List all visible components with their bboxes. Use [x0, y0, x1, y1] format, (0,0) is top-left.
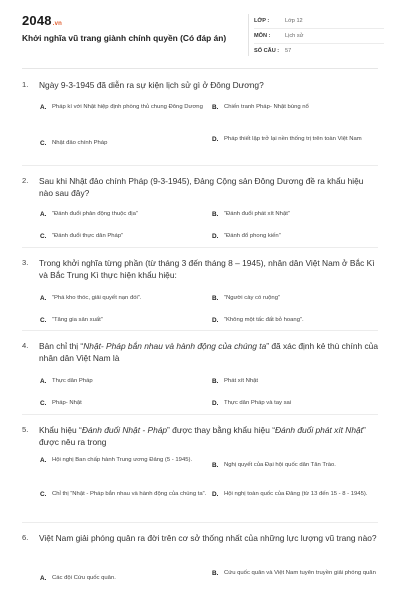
option-b[interactable] — [212, 210, 382, 219]
option-text: “Người cày có ruộng” — [224, 295, 280, 301]
meta-row-subject — [254, 29, 384, 44]
option-text: Pháp thiết lập trở lại nền thống trị trên toàn Việt Nam — [224, 136, 362, 142]
option-text: Thực dân Pháp — [52, 378, 93, 384]
option-text: “Phá kho thóc, giải quyết nạn đói”. — [52, 295, 142, 301]
option-label: B. — [212, 462, 219, 469]
header-bottom-divider — [22, 68, 378, 69]
option-label: A. — [40, 211, 47, 218]
option-text: Nghị quyết của Đại hội quốc dân Tân Trào. — [224, 462, 336, 468]
question-number: 1. — [22, 80, 29, 89]
option-text: “Không một tấc đất bỏ hoang”. — [224, 317, 304, 323]
option-d[interactable] — [212, 135, 382, 144]
logo-suffix: .vn — [52, 21, 63, 27]
option-text: “Đánh đổ phong kiến” — [224, 233, 281, 239]
option-text: Thực dân Pháp và tay sai — [224, 400, 292, 406]
question-divider — [22, 330, 378, 331]
option-label: A. — [40, 457, 47, 464]
option-text: Cứu quốc quân và Việt Nam tuyên truyền giải phóng quân — [224, 570, 376, 576]
option-label: C. — [40, 400, 47, 407]
option-text: “Đánh đuổi phản động thuộc địa” — [52, 211, 138, 217]
option-a[interactable] — [40, 103, 210, 112]
option-a[interactable] — [40, 294, 210, 303]
option-b[interactable] — [212, 569, 382, 578]
option-a[interactable] — [40, 456, 210, 465]
question-text: Việt Nam giải phóng quân ra đời trên cơ sở thống nhất của những lực lượng vũ trang nào? — [39, 533, 377, 543]
document-title: Khởi nghĩa vũ trang giành chính quyền (Có đáp án) — [22, 33, 227, 43]
option-label: D. — [212, 317, 219, 324]
option-label: A. — [40, 104, 47, 111]
option-text: Chỉ thị “Nhật - Pháp bắn nhau và hành động của chúng ta”. — [52, 491, 207, 497]
question-number: 3. — [22, 258, 29, 267]
option-label: D. — [212, 233, 219, 240]
site-logo[interactable]: 2048.vn — [22, 13, 63, 28]
option-label: C. — [40, 140, 47, 147]
option-d[interactable] — [212, 490, 382, 499]
question-divider — [22, 247, 378, 248]
question-text: Khẩu hiệu “Đánh đuổi Nhật - Pháp” được thay bằng khẩu hiệu “Đánh đuổi phát xít Nhật” được nêu ra trong — [39, 425, 366, 447]
option-text: “Đánh đuổi phát xít Nhật” — [224, 211, 290, 217]
option-label: C. — [40, 233, 47, 240]
question-text: Trong khởi nghĩa từng phần (từ tháng 3 đến tháng 8 – 1945), nhân dân Việt Nam ở Bắc Kì và Bắc Trung Kì thực hiện khẩu hiệu: — [39, 258, 375, 280]
option-text: Các đội Cứu quốc quân. — [52, 575, 116, 581]
option-c[interactable] — [40, 139, 210, 148]
option-b[interactable] — [212, 103, 382, 112]
option-text: Nhật đảo chính Pháp — [52, 140, 108, 146]
option-label: B. — [212, 211, 219, 218]
document-header — [0, 0, 400, 70]
meta-table — [254, 14, 384, 58]
option-text: Pháp kí với Nhật hiệp định phòng thủ chung Đông Dương — [52, 104, 203, 110]
option-a[interactable] — [40, 210, 210, 219]
option-text: Pháp- Nhật — [52, 400, 82, 406]
question-divider — [22, 165, 378, 166]
question-number: 6. — [22, 533, 29, 542]
option-label: A. — [40, 378, 47, 385]
option-text: “Tăng gia sản xuất” — [52, 317, 103, 323]
option-label: D. — [212, 136, 219, 143]
meta-key: SỐ CÂU : — [254, 48, 280, 54]
option-text: Hội nghị toàn quốc của Đảng (từ 13 đến 15 - 8 - 1945). — [224, 491, 368, 497]
question-number: 4. — [22, 341, 29, 350]
option-text: Hội nghị Ban chấp hành Trung ương Đảng (5 - 1945). — [52, 457, 193, 463]
meta-value: Lớp 12 — [285, 18, 303, 24]
option-c[interactable] — [40, 490, 210, 499]
option-c[interactable] — [40, 399, 210, 408]
question-text: Bản chỉ thị “Nhật- Pháp bắn nhau và hành động của chúng ta” đã xác định kẻ thù chính của nhân dân Việt Nam là — [39, 341, 378, 363]
option-text: Phát xít Nhật — [224, 378, 259, 384]
option-label: D. — [212, 491, 219, 498]
meta-row-count — [254, 44, 384, 58]
option-label: B. — [212, 104, 219, 111]
question-divider — [22, 522, 378, 523]
meta-key: LỚP : — [254, 18, 270, 24]
option-b[interactable] — [212, 461, 382, 470]
meta-value: 57 — [285, 48, 292, 54]
question-number: 5. — [22, 425, 29, 434]
option-d[interactable] — [212, 316, 382, 325]
option-label: C. — [40, 491, 47, 498]
option-a[interactable] — [40, 377, 210, 386]
option-text: Chiến tranh Pháp- Nhật bùng nổ — [224, 104, 309, 110]
option-label: D. — [212, 400, 219, 407]
option-text: “Đánh đuổi thực dân Pháp” — [52, 233, 124, 239]
option-d[interactable] — [212, 399, 382, 408]
option-label: C. — [40, 317, 47, 324]
question-divider — [22, 414, 378, 415]
option-label: B. — [212, 378, 219, 385]
question-number: 2. — [22, 176, 29, 185]
option-label: A. — [40, 575, 47, 582]
option-b[interactable] — [212, 377, 382, 386]
option-a[interactable] — [40, 574, 210, 583]
option-label: B. — [212, 295, 219, 302]
header-divider — [248, 14, 249, 56]
option-d[interactable] — [212, 232, 382, 241]
question-text: Sau khi Nhật đảo chính Pháp (9-3-1945), Đảng Cộng sản Đông Dương đề ra khẩu hiệu nào sau đây? — [39, 176, 364, 198]
meta-key: MÔN : — [254, 33, 271, 39]
option-label: B. — [212, 570, 219, 577]
meta-row-class — [254, 14, 384, 29]
option-c[interactable] — [40, 316, 210, 325]
meta-value: Lịch sử — [285, 33, 304, 39]
option-label: A. — [40, 295, 47, 302]
option-c[interactable] — [40, 232, 210, 241]
option-b[interactable] — [212, 294, 382, 303]
question-text: Ngày 9-3-1945 đã diễn ra sự kiện lịch sử gì ở Đông Dương? — [39, 80, 264, 90]
